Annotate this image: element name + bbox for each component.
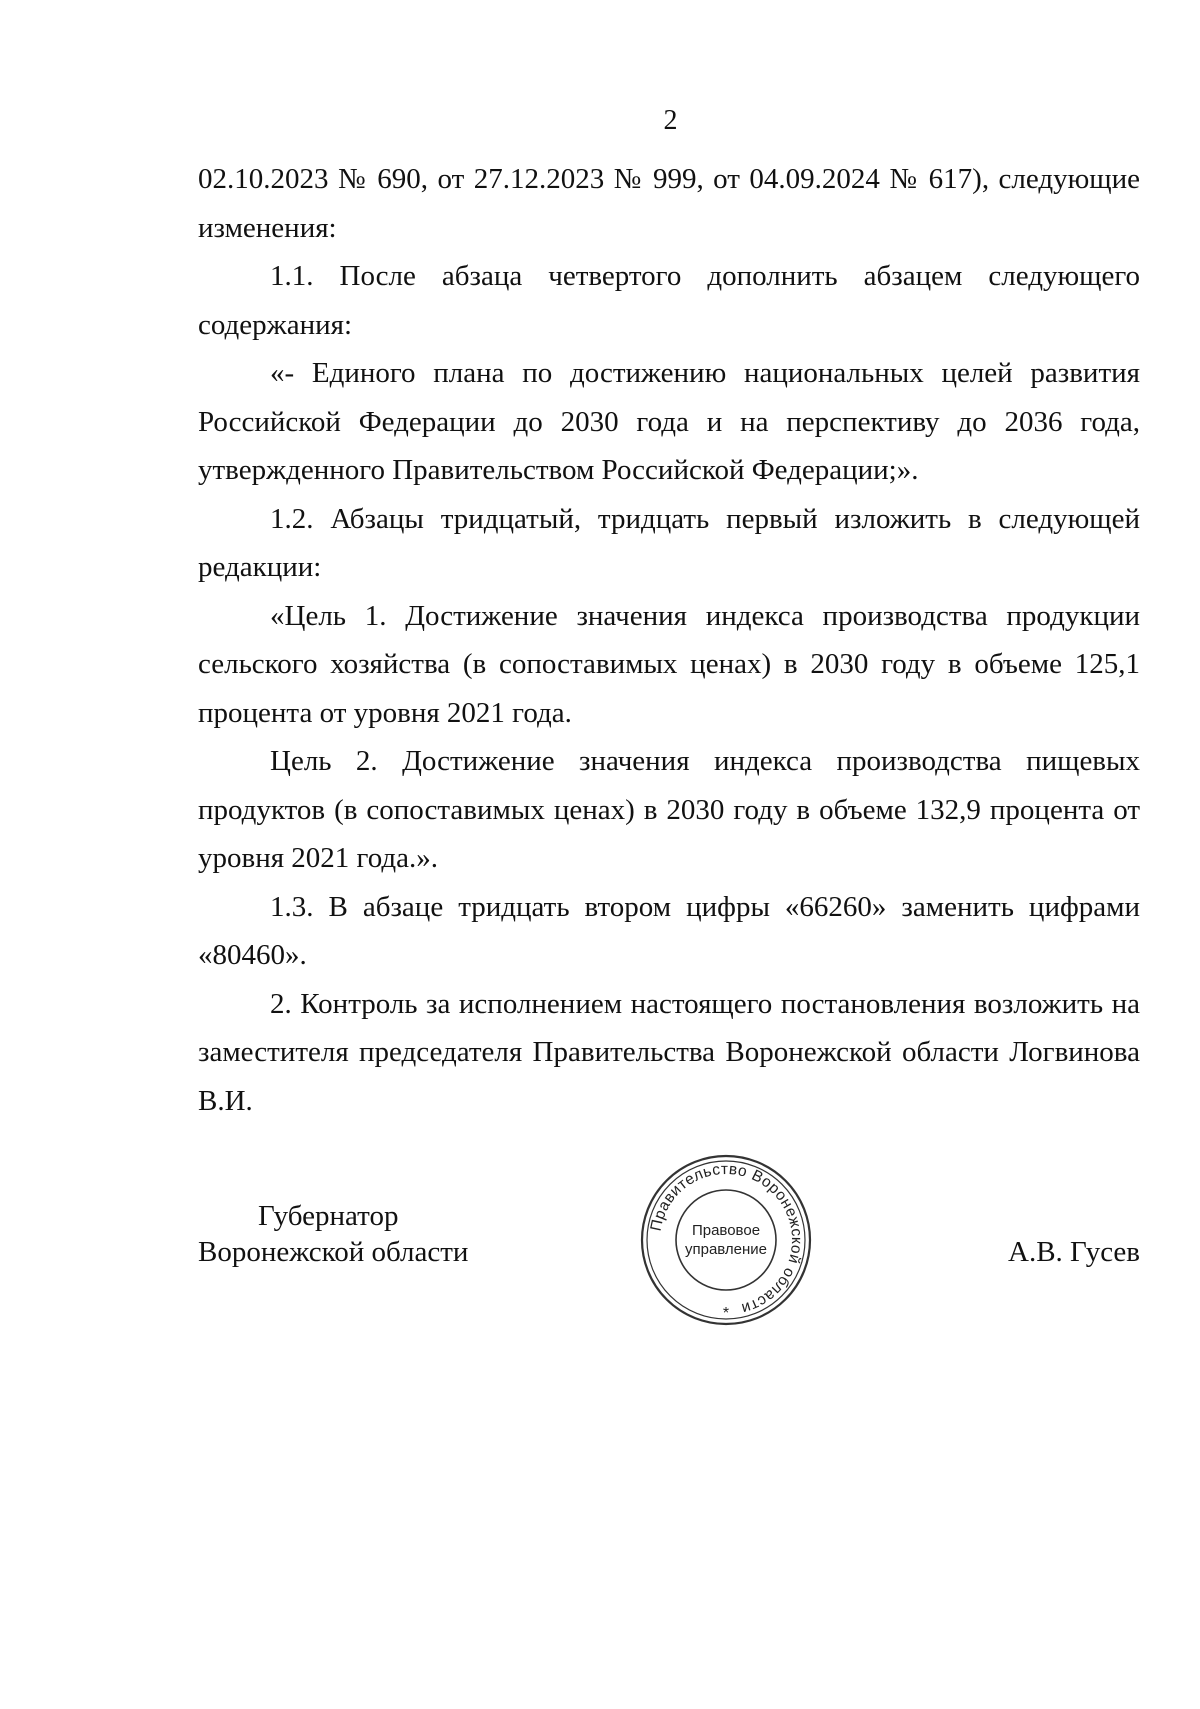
- seal-center-line1: Правовое: [691, 1222, 761, 1239]
- signatory-name: А.В. Гусев: [1008, 1236, 1140, 1268]
- signatory-position: [198, 1198, 498, 1270]
- signatory-region: Воронежской области: [198, 1236, 469, 1268]
- paragraph-quote-plan: «- Единого плана по достижению национальных целей развития Российской Федерации до 2030 года и на перспективу до 2036 года, утвержденного Правительством Российской Федерации;».: [198, 357, 1140, 486]
- seal-center-line2: управление: [684, 1241, 768, 1258]
- signature-block: [198, 1160, 1140, 1338]
- paragraph-item-1-1: 1.1. После абзаца четвертого дополнить абзацем следующего содержания:: [198, 260, 1140, 341]
- paragraph-goal-1: «Цель 1. Достижение значения индекса производства продукции сельского хозяйства (в сопоставимых ценах) в 2030 году в объеме 125,1 процента от уровня 2021 года.: [198, 599, 1140, 729]
- paragraph-item-1-3: 1.3. В абзаце тридцать втором цифры «66260» заменить цифрами «80460».: [198, 890, 1140, 971]
- paragraph-goal-2: Цель 2. Достижение значения индекса производства пищевых продуктов (в сопоставимых ценах) в 2030 году в объеме 132,9 процента от уровня 2021 года.».: [198, 745, 1140, 874]
- page-number: 2: [663, 105, 678, 136]
- paragraph-continuation: 02.10.2023 № 690, от 27.12.2023 № 999, от 04.09.2024 № 617), следующие изменения:: [198, 163, 1140, 244]
- paragraph-item-2: 2. Контроль за исполнением настоящего постановления возложить на заместителя председателя Правительства Воронежской области Логвинова В.И.: [198, 987, 1140, 1117]
- seal-ring-text: Правительство Воронежской области: [647, 1160, 806, 1318]
- seal-center: [638, 1152, 814, 1328]
- seal-star: *: [722, 1305, 730, 1322]
- paragraph-item-1-2: 1.2. Абзацы тридцатый, тридцать первый изложить в следующей редакции:: [198, 502, 1140, 583]
- document-body: [198, 155, 1140, 1125]
- official-seal-stamp: [638, 1152, 814, 1328]
- signatory-title: Губернатор: [258, 1200, 399, 1232]
